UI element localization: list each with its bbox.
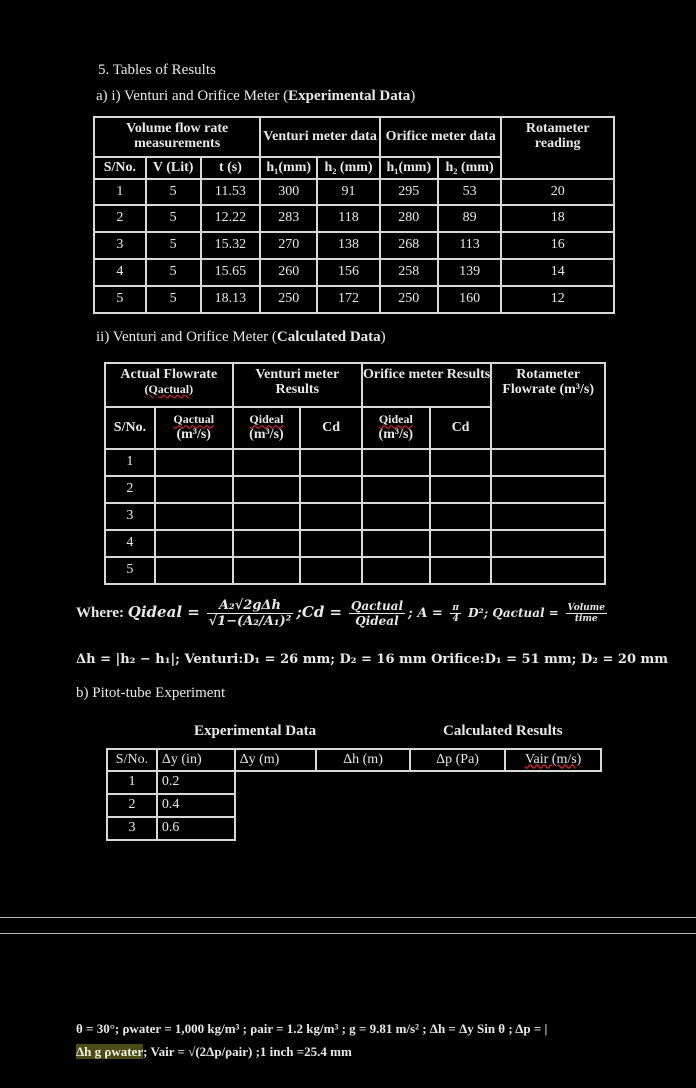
table-row xyxy=(94,232,614,259)
cell: 12.22 xyxy=(201,205,261,232)
cell: 283 xyxy=(260,205,317,232)
cell: 0.2 xyxy=(157,771,235,794)
calculated-data-table xyxy=(104,362,606,585)
cell: 258 xyxy=(380,259,438,286)
cell: 14 xyxy=(501,259,614,286)
col-header: h₁(mm) xyxy=(380,157,438,179)
cell: 295 xyxy=(380,179,438,205)
col-header: V (Lit) xyxy=(146,157,201,179)
cell: 4 xyxy=(105,530,155,557)
table-row xyxy=(107,817,601,840)
constants-line-1: θ = 30°; ρwater = 1,000 kg/m³ ; ρair = 1.2 kg/m³ ; g = 9.81 m/s² ; Δh = Δy Sin θ ; Δp = | xyxy=(76,1021,548,1036)
cell: 89 xyxy=(438,205,502,232)
col-header: Δh (m) xyxy=(316,749,410,771)
col-header-cd: Cd xyxy=(430,407,492,449)
group-header-rotameter: Rotameter reading xyxy=(501,117,614,179)
group-header-rotameter-flowrate: Rotameter Flowrate (m³/s) xyxy=(491,363,605,449)
cell: 0.6 xyxy=(157,817,235,840)
cell: 1 xyxy=(107,771,157,794)
cell: 5 xyxy=(146,232,201,259)
cell: 2 xyxy=(94,205,146,232)
divider xyxy=(0,917,696,918)
group-header-orifice-results: Orifice meter Results xyxy=(362,363,491,407)
col-header: Δp (Pa) xyxy=(410,749,506,771)
group-header-orifice: Orifice meter data xyxy=(380,117,502,157)
cell: 3 xyxy=(107,817,157,840)
cell: 260 xyxy=(260,259,317,286)
table-row xyxy=(94,286,614,313)
col-header: Vair (m/s) xyxy=(505,749,601,771)
cell: 280 xyxy=(380,205,438,232)
pitot-tube-table xyxy=(106,748,602,841)
formula-line-1: Where: Qideal = $\frac{\text{A₂√2gΔh}}{\text{√1−(A₂/A₁)²}}$ ;Cd = $\frac{\text{Qactual}}{\text{Qideal}}$ ; A = $\frac{\pi}{4}$ D²; Qactual = $\frac{\text{Volume}}{\text{time}}$ xyxy=(76,598,605,629)
cell: 118 xyxy=(317,205,380,232)
table-row xyxy=(107,771,601,794)
col-header-cd: Cd xyxy=(300,407,362,449)
cell: 138 xyxy=(317,232,380,259)
group-header-actual-flowrate: Actual Flowrate (Qactual) xyxy=(105,363,233,407)
col-header: Δy (in) xyxy=(157,749,235,771)
table-row xyxy=(105,503,605,530)
table-row xyxy=(94,179,614,205)
cell: 18 xyxy=(501,205,614,232)
cell: 5 xyxy=(146,179,201,205)
col-header: Δy (m) xyxy=(235,749,317,771)
cell: 2 xyxy=(105,476,155,503)
cell: 270 xyxy=(260,232,317,259)
cell: 250 xyxy=(260,286,317,313)
part-a-title: a) i) Venturi and Orifice Meter (Experimental Data) xyxy=(96,88,416,104)
formula-line-2: Δh = |h₂ − h₁|; Venturi:D₁ = 26 mm; D₂ = 16 mm Orifice:D₁ = 51 mm; D₂ = 20 mm xyxy=(76,652,669,667)
cell: 268 xyxy=(380,232,438,259)
col-header: h₂ (mm) xyxy=(317,157,380,179)
col-header-qideal: Qideal (m³/s) xyxy=(362,407,430,449)
cell: 2 xyxy=(107,794,157,817)
table-row xyxy=(107,794,601,817)
cell: 91 xyxy=(317,179,380,205)
cell: 15.32 xyxy=(201,232,261,259)
group-header-calculated: Calculated Results xyxy=(443,723,563,739)
cell: 250 xyxy=(380,286,438,313)
cell: 139 xyxy=(438,259,502,286)
col-header: h₂ (mm) xyxy=(438,157,502,179)
cell: 5 xyxy=(94,286,146,313)
part-a2-title: ii) Venturi and Orifice Meter (Calculated Data) xyxy=(96,329,386,345)
cell: 113 xyxy=(438,232,502,259)
cell: 5 xyxy=(146,259,201,286)
table-row xyxy=(105,449,605,476)
cell: 16 xyxy=(501,232,614,259)
cell: 5 xyxy=(105,557,155,584)
part-b-title: b) Pitot-tube Experiment xyxy=(76,685,226,701)
col-header: h₁(mm) xyxy=(260,157,317,179)
group-header-venturi: Venturi meter data xyxy=(260,117,380,157)
cell: 160 xyxy=(438,286,502,313)
col-header: S/No. xyxy=(105,407,155,449)
cell: 1 xyxy=(105,449,155,476)
col-header-qideal: Qideal (m³/s) xyxy=(233,407,301,449)
cell: 3 xyxy=(94,232,146,259)
cell: 11.53 xyxy=(201,179,261,205)
cell: 12 xyxy=(501,286,614,313)
cell: 18.13 xyxy=(201,286,261,313)
cell: 5 xyxy=(146,205,201,232)
cell: 20 xyxy=(501,179,614,205)
cell: 156 xyxy=(317,259,380,286)
group-header-experimental: Experimental Data xyxy=(194,723,317,739)
cell: 3 xyxy=(105,503,155,530)
divider xyxy=(0,933,696,934)
table-row xyxy=(105,476,605,503)
cell: 300 xyxy=(260,179,317,205)
cell: 53 xyxy=(438,179,502,205)
col-header: S/No. xyxy=(107,749,157,771)
cell: 0.4 xyxy=(157,794,235,817)
section-title: 5. Tables of Results xyxy=(98,62,216,78)
cell: 5 xyxy=(146,286,201,313)
cell: 1 xyxy=(94,179,146,205)
table-row xyxy=(105,557,605,584)
table-row xyxy=(105,530,605,557)
table-row xyxy=(94,205,614,232)
constants-line-2: Δh g ρwater; Vair = √(2Δp/ρair) ;1 inch =25.4 mm xyxy=(76,1044,352,1059)
col-header: S/No. xyxy=(94,157,146,179)
cell: 4 xyxy=(94,259,146,286)
group-header-venturi-results: Venturi meter Results xyxy=(233,363,362,407)
experimental-data-table xyxy=(93,116,615,314)
cell: 172 xyxy=(317,286,380,313)
col-header: t (s) xyxy=(201,157,261,179)
table-row xyxy=(94,259,614,286)
cell: 15.65 xyxy=(201,259,261,286)
col-header-qactual: Qactual (m³/s) xyxy=(155,407,233,449)
group-header-flow: Volume flow rate measurements xyxy=(94,117,260,157)
